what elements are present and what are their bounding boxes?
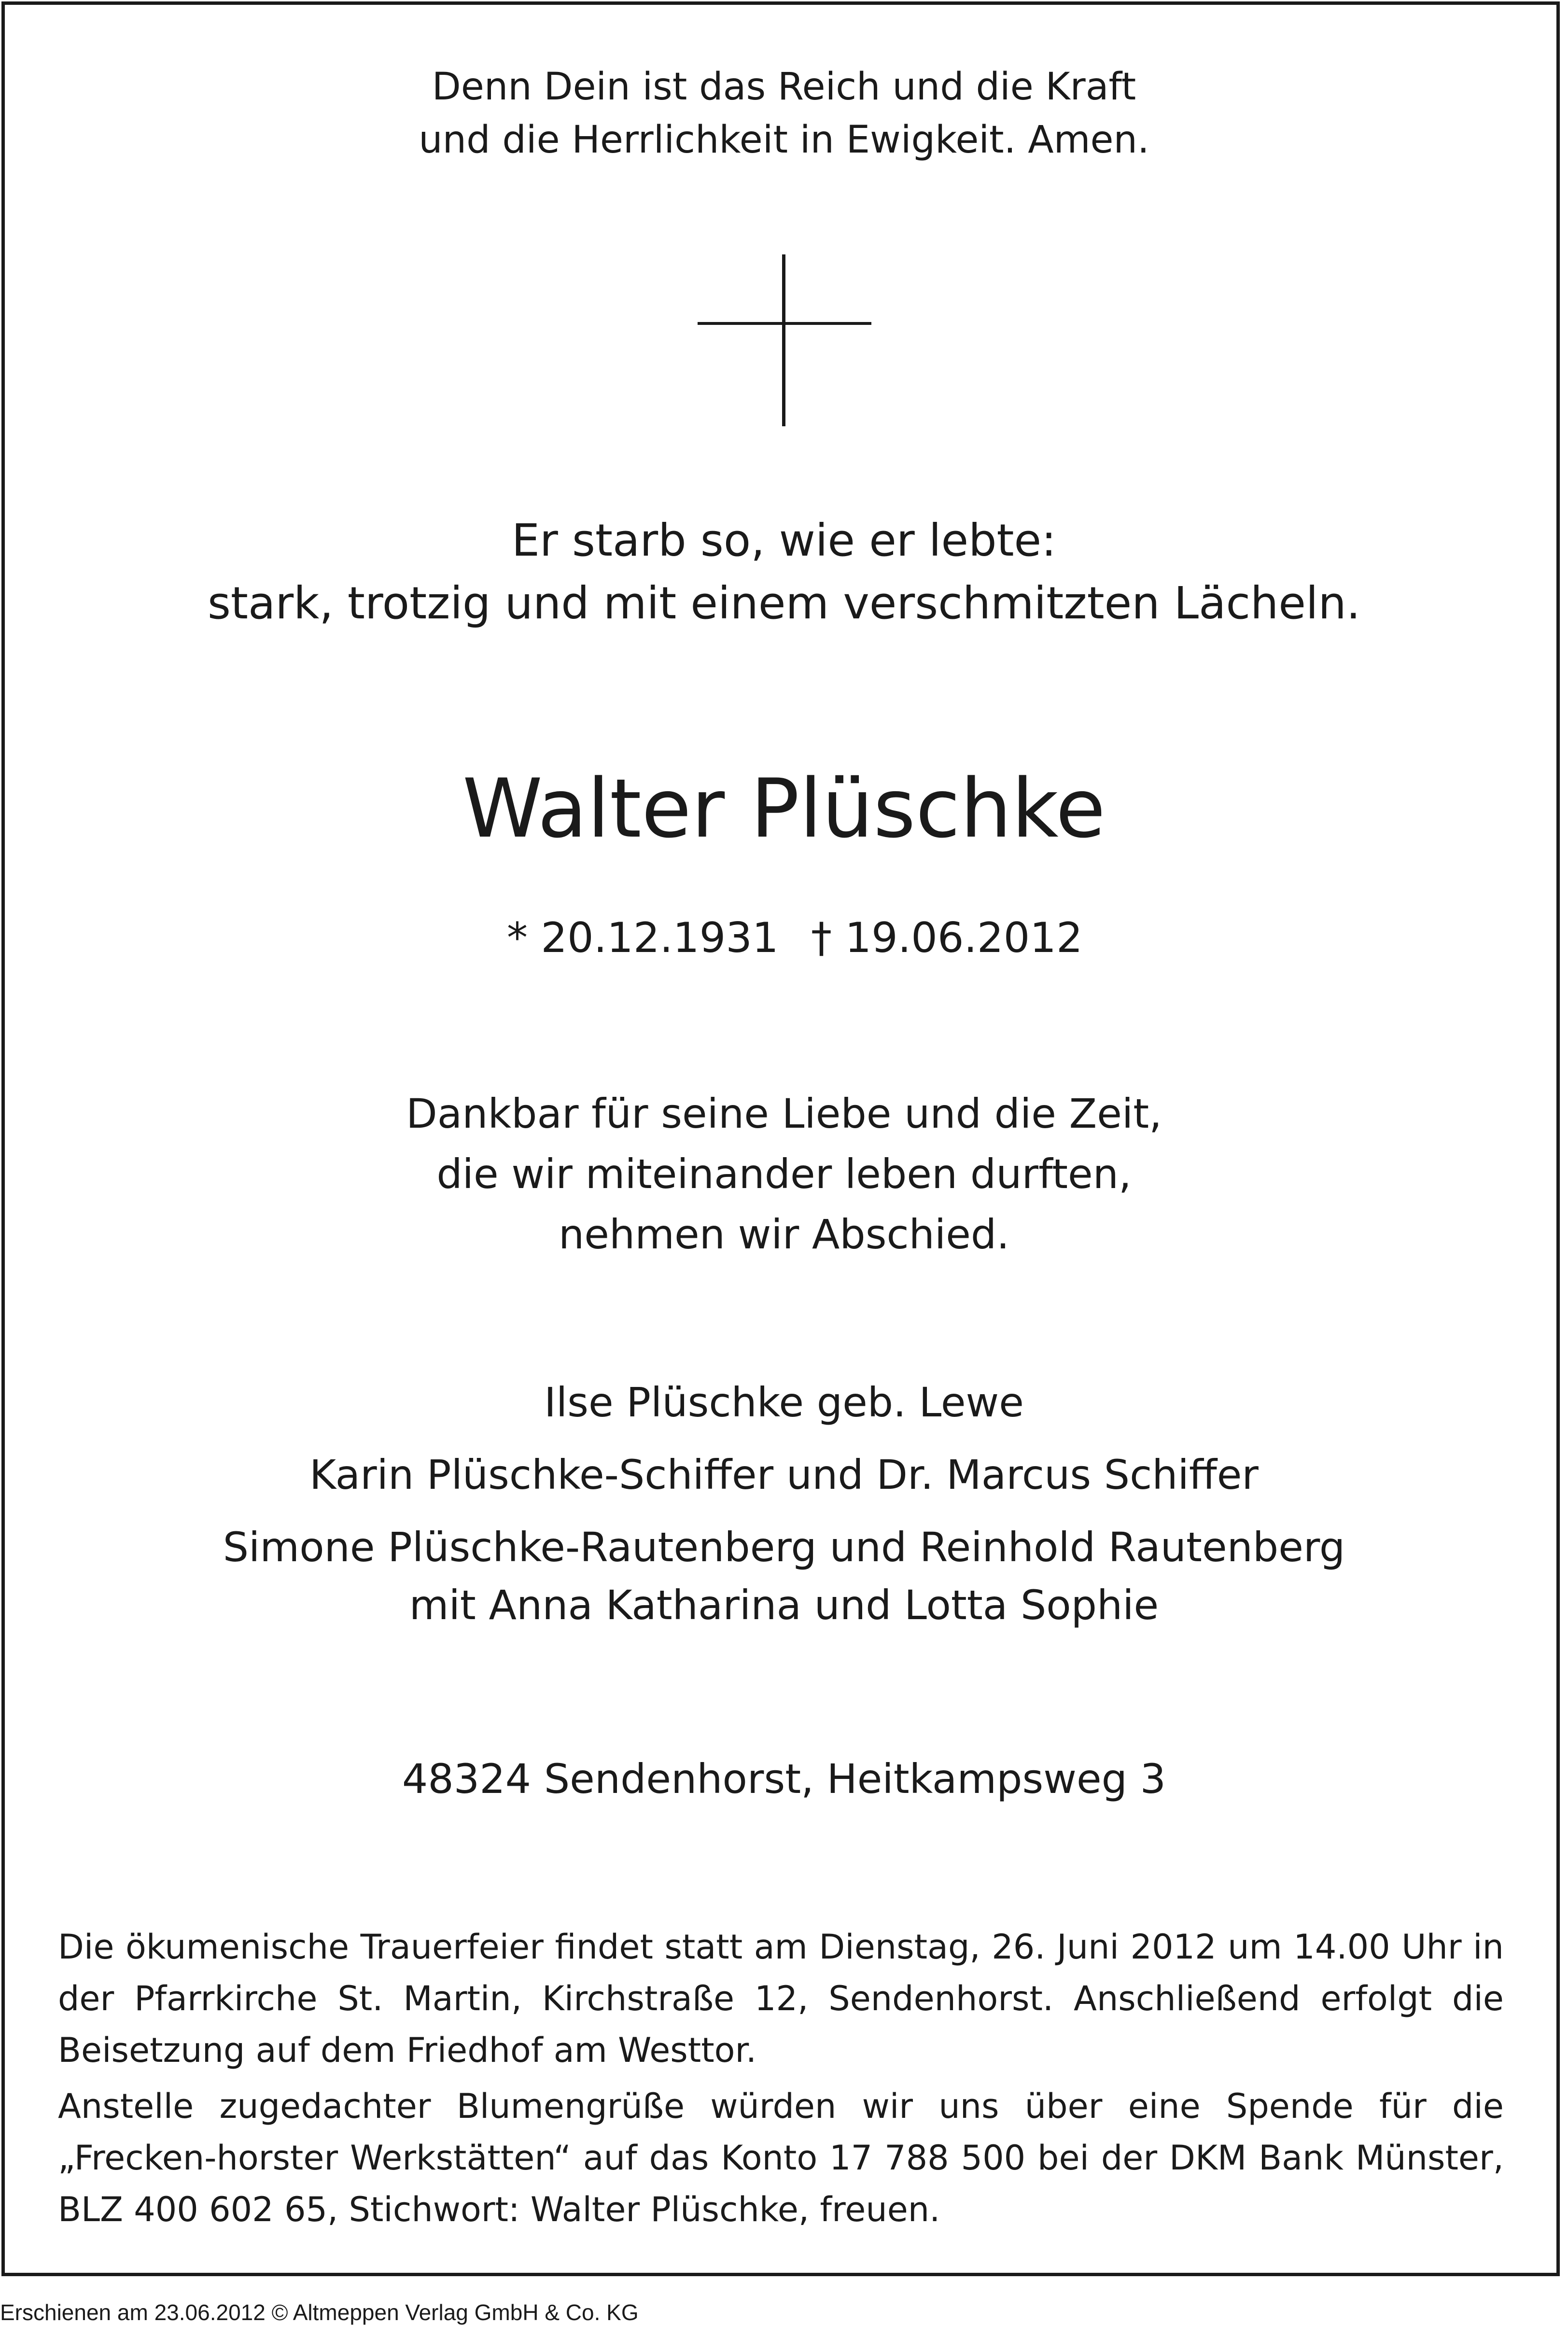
thanks-line-3: nehmen wir Abschied. <box>559 1211 1009 1258</box>
cross-icon <box>698 254 871 426</box>
motto-line-1: Er starb so, wie er lebte: <box>511 515 1057 566</box>
address: 48324 Sendenhorst, Heitkampsweg 3 <box>402 1755 1166 1803</box>
verse-line-1: Denn Dein ist das Reich und die Kraft <box>432 65 1136 109</box>
service-info: Die ökumenische Trauerfeier findet statt am Dienstag, 26. Juni 2012 um 14.00 Uhr in der Pfarrkirche St. Martin, Kirchstraße 12, Sendenhorst. Anschließend erfolgt die Beisetzung auf dem Friedhof am Westtor. <box>58 1927 1504 2070</box>
death-date: † 19.06.2012 <box>811 914 1083 962</box>
family-member-2: Karin Plüschke-Schiffer und Dr. Marcus Schiffer <box>309 1451 1259 1498</box>
donation-info: Anstelle zugedachter Blumengrüße würden wir uns über eine Spende für die „Frecken-horster Werkstätten“ auf das Konto 17 788 500 bei der DKM Bank Münster, BLZ 400 602 65, Stichwort: Walter Plüschke, freuen. <box>58 2086 1504 2229</box>
thanks-line-2: die wir miteinander leben durften, <box>436 1150 1132 1198</box>
deceased-name: Walter Plüschke <box>462 761 1106 856</box>
family-member-4: mit Anna Katharina und Lotta Sophie <box>409 1581 1159 1629</box>
family-member-1: Ilse Plüschke geb. Lewe <box>544 1379 1024 1426</box>
family-member-3: Simone Plüschke-Rautenberg und Reinhold Rautenberg <box>223 1524 1345 1571</box>
motto-line-2: stark, trotzig und mit einem verschmitzten Lächeln. <box>207 577 1361 629</box>
thanks-line-1: Dankbar für seine Liebe und die Zeit, <box>406 1090 1162 1137</box>
publication-footer: Erschienen am 23.06.2012 © Altmeppen Verlag GmbH & Co. KG <box>0 2300 639 2325</box>
birth-date: * 20.12.1931 <box>507 914 779 962</box>
verse-line-2: und die Herrlichkeit in Ewigkeit. Amen. <box>419 118 1149 162</box>
